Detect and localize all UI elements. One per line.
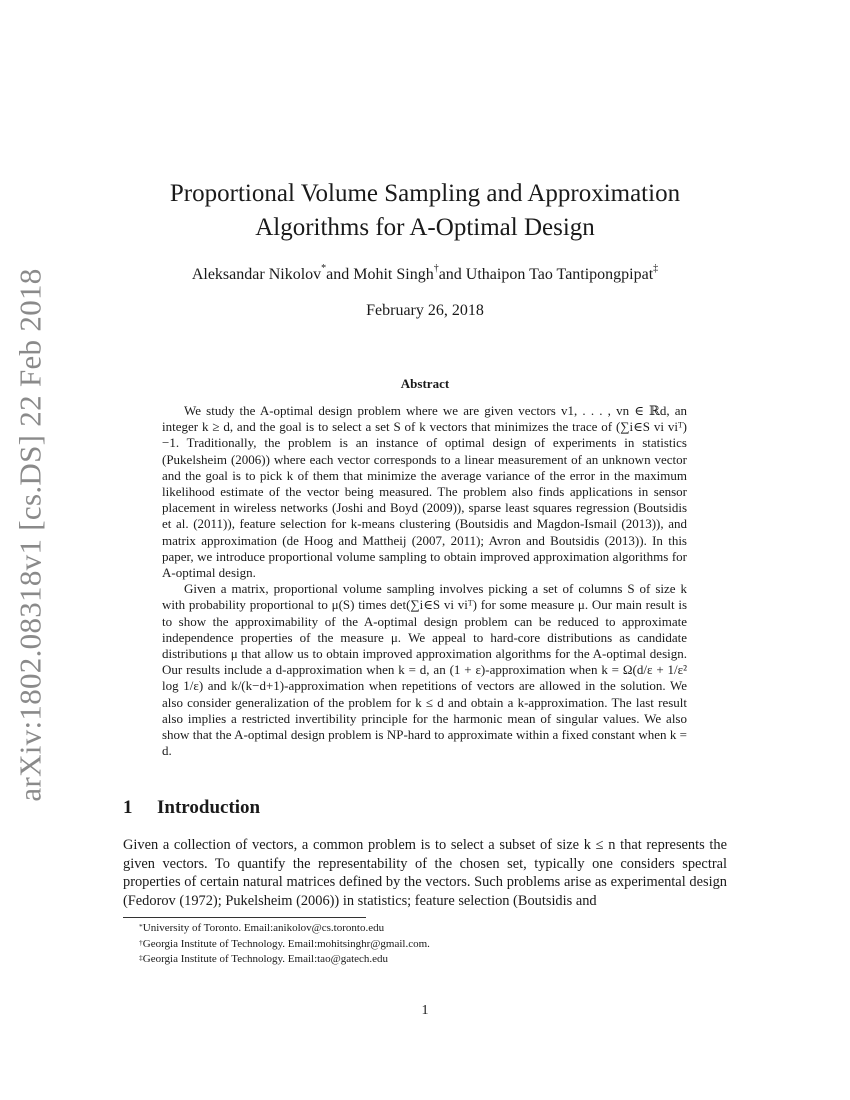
introduction-body xyxy=(123,836,727,910)
title-line-2: Algorithms for A-Optimal Design xyxy=(255,214,595,241)
footnote-3-text: Georgia Institute of Technology. Email:tao@gatech.edu xyxy=(142,953,389,965)
abstract-paragraph-2: Given a matrix, proportional volume sampling involves picking a set of columns S of size k with probability proportional to μ(S) times det(∑i∈S vi viᵀ) for some measure μ. Our main result is to show the approximability of the A-optimal design problem can be reduced to approximate independence properties of the measure μ. We appeal to hard-core distributions as candidate distributions μ that allow us to obtain improved approximation algorithms for the A-optimal design. Our results include a d-approximation when k = d, an (1 + ε)-approximation when k = Ω(d/ε + 1/ε² log 1/ε) and k/(k−d+1)-approximation when repetitions of vectors are allowed in the solution. We also consider generalization of the problem for k ≤ d and obtain a k-approximation. The last result also implies a restricted invertibility principle for the harmonic mean of singular values. We also show that the A-optimal design problem is NP-hard to approximate within a fixed constant when k = d. xyxy=(162,581,687,759)
page-number: 1 xyxy=(421,1003,429,1018)
footnote-1-mark: * xyxy=(139,922,143,931)
footnote-2 xyxy=(139,937,699,953)
abstract-body xyxy=(162,403,687,759)
title-line-1: Proportional Volume Sampling and Approximation xyxy=(169,180,681,207)
footnote-mark-2: † xyxy=(433,263,439,274)
section-title: Introduction xyxy=(157,797,261,818)
footnote-2-text: Georgia Institute of Technology. Email:mohitsinghr@gmail.com. xyxy=(142,937,430,950)
author-list xyxy=(0,263,850,284)
publication-date: February 26, 2018 xyxy=(366,302,484,319)
section-heading-introduction xyxy=(123,797,260,819)
introduction-paragraph: Given a collection of vectors, a common problem is to select a subset of size k ≤ n that represents the given vectors. To quantify the representability of the chosen set, typically one considers spectral properties of certain natural matrices defined by the vectors. Such problems arise as experimental design (Fedorov (1972); Pukelsheim (2006)) in statistics; feature selection (Boutsidis and xyxy=(123,837,727,909)
footnote-mark-3: ‡ xyxy=(653,263,659,274)
author-3: and Uthaipon Tao Tantipongpipat xyxy=(438,266,654,283)
arxiv-identifier-text: arXiv:1802.08318v1 [cs.DS] 22 Feb 2018 xyxy=(13,268,49,802)
footnotes xyxy=(139,921,699,968)
author-2: and Mohit Singh xyxy=(326,266,434,283)
footnote-1-text: University of Toronto. Email:anikolov@cs.toronto.edu xyxy=(142,922,385,934)
footnote-3-mark: ‡ xyxy=(139,953,143,962)
abstract-heading: Abstract xyxy=(400,376,450,391)
paper-title xyxy=(0,177,850,245)
section-number: 1 xyxy=(123,797,133,818)
footnote-1 xyxy=(139,921,699,937)
footnote-3 xyxy=(139,952,699,968)
author-1: Aleksandar Nikolov xyxy=(191,266,322,283)
arxiv-identifier-stamp xyxy=(6,268,56,802)
footnote-mark-1: * xyxy=(321,263,327,274)
footnote-divider xyxy=(123,917,366,918)
abstract-paragraph-1: We study the A-optimal design problem where we are given vectors v1, . . . , vn ∈ ℝd, an integer k ≥ d, and the goal is to select a set S of k vectors that minimizes the trace of (∑i∈S vi viᵀ)−1. Traditionally, the problem is an instance of optimal design of experiments in statistics (Pukelsheim (2006)) where each vector corresponds to a linear measurement of an unknown vector and the goal is to pick k of them that minimize the average variance of the error in the maximum likelihood estimate of the vector being measured. The problem also finds applications in sensor placement in wireless networks (Joshi and Boyd (2009)), sparse least squares regression (Boutsidis et al. (2011)), feature selection for k-means clustering (Boutsidis and Magdon-Ismail (2013)), and matrix approximation (de Hoog and Mattheij (2007, 2011); Avron and Boutsidis (2013)). In this paper, we introduce proportional volume sampling to obtain improved approximation algorithms for A-optimal design. xyxy=(162,403,687,581)
footnote-2-mark: † xyxy=(139,937,143,947)
